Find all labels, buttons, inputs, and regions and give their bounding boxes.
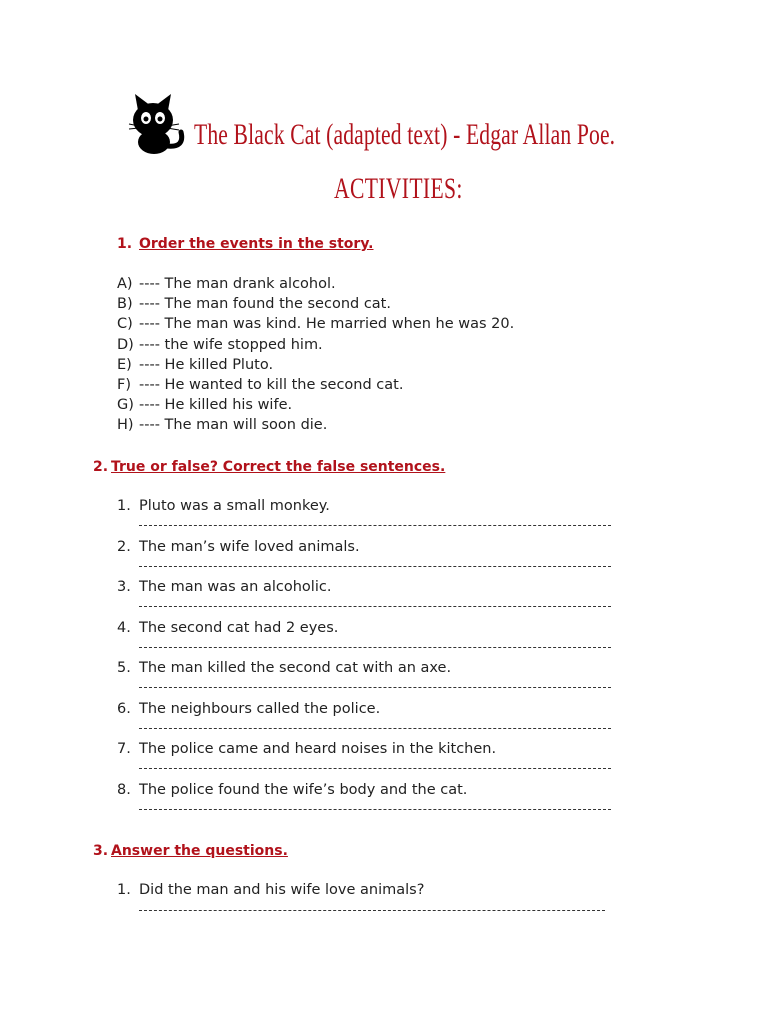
answer-line[interactable] <box>139 647 611 648</box>
answer-line[interactable] <box>139 566 611 567</box>
section-1-title: Order the events in the story. <box>139 236 374 252</box>
section-3-title: Answer the questions. <box>111 843 288 859</box>
section-3-number: 3. <box>93 843 109 859</box>
answer-line[interactable] <box>139 687 611 688</box>
answer-line[interactable] <box>139 910 605 911</box>
page-subtitle: ACTIVITIES: <box>334 172 463 205</box>
black-cat-icon <box>127 86 187 156</box>
answer-line[interactable] <box>139 768 611 769</box>
section-1-heading <box>117 236 374 252</box>
section-2-number: 2. <box>93 459 109 475</box>
worksheet-page: The Black Cat (adapted text) - Edgar Allan Poe. ACTIVITIES: 1. Order the events in the story. A) ---- The man drank alcohol. B) ---- The man found the second cat. C) ---- The man was kind. He married when he was 20. D) ---- the wife stopped him. E) ---- He killed Pluto. F) ---- He wanted to kill the second cat. G) ---- He killed his wife. H) ---- The man will soon die. 2. True or false? Correct the false sentences. 1. Pluto was a small monkey. 2. The man’s wife loved animals. 3. The man was an alcoholic. 4. The second cat had 2 eyes. 5. The man killed the second cat with an axe. 6. The neighbours called the police. 7. The police came and heard noises in the kitchen. 8. The police found the wife’s body and the cat. 3. Answer the questions. 1. Did the man and his wife love animals? <box>0 0 768 1024</box>
section-2-title: True or false? Correct the false sentences. <box>111 459 446 475</box>
section-3-heading <box>93 843 288 859</box>
section-1-number: 1. <box>117 236 133 252</box>
page-title: The Black Cat (adapted text) - Edgar Allan Poe. <box>194 118 616 151</box>
answer-line[interactable] <box>139 809 611 810</box>
answer-line[interactable] <box>139 728 611 729</box>
answer-line[interactable] <box>139 606 611 607</box>
section-2-heading <box>93 459 445 475</box>
answer-line[interactable] <box>139 525 611 526</box>
